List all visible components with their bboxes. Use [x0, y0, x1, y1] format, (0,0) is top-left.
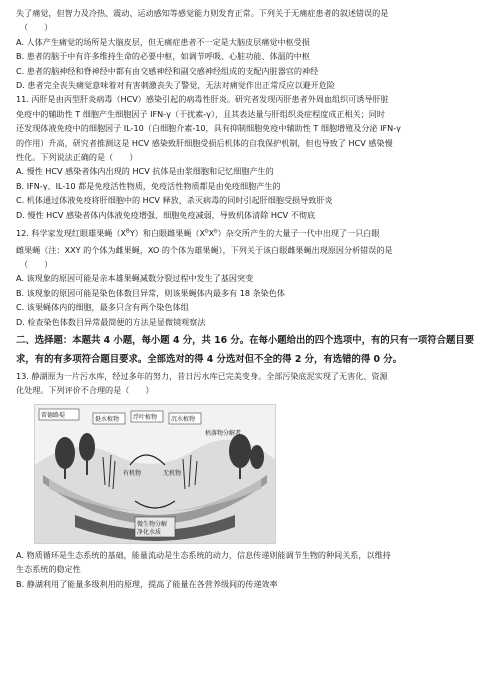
genotype: X — [199, 228, 206, 239]
option-c: C. 机体通过体液免疫将肝细胞中的 HCV 释放，杀灭病毒的同时引起肝细胞受损导致肝炎 — [16, 195, 333, 206]
q12-text: ）杂交所产生的大量子一代中出现了一只白眼 — [217, 228, 380, 239]
fig-label: 沉水植物 — [171, 415, 196, 423]
q12-prefix: 12. 科学家发现红眼雄果蝇（ — [16, 228, 121, 239]
q12-text: Y）和白眼雌果蝇（ — [129, 228, 200, 239]
option-a: A. 该现象的原因可能是亲本雄果蝇减数分裂过程中发生了基因突变 — [16, 273, 254, 284]
question-11: 11. 丙肝是由丙型肝炎病毒（HCV）感染引起的病毒性肝炎。研究者发现丙肝患者外周血组织可诱导肝脏 — [16, 94, 389, 105]
genotype-sup: b — [214, 228, 218, 235]
text-line: 失了痛觉，但智力及冷热、震动、运动感知等感觉能力则发育正常。下列关于无痛症患者的叙述错误的是 — [16, 8, 389, 18]
text-line: 雌果蝇（注：XXY 的个体为雌果蝇，XO 的个体为雄果蝇），下列关于该白眼雌果蝇出现原因分析错误的是 — [16, 244, 393, 255]
fig-label: 挺水植物 — [95, 415, 120, 423]
option-a: A. 物质循环是生态系统的基础，能量流动是生态系统的动力，信息传递则能调节生物的种间关系，以维持 — [16, 549, 391, 560]
fig-label: 有机物 — [123, 469, 142, 477]
fig-label: 浮叶植物 — [133, 413, 158, 421]
option-d: D. 检查染色体数目异常最简便的方法是显微镜观察法 — [16, 316, 206, 327]
fig-label: 微生物分解 — [137, 520, 168, 528]
ecosystem-figure — [34, 404, 276, 544]
option-b: B. IFN-γ、IL-10 都是免疫活性物质，免疫活性物质都是由免疫细胞产生的 — [16, 180, 281, 191]
text-line: 化处理。下列评价不合理的是（ ） — [16, 385, 154, 396]
genotype-sup: B — [126, 228, 130, 235]
option-a: A. 慢性 HCV 感染者体内出现的 HCV 抗体是由浆细胞和记忆细胞产生的 — [16, 166, 274, 177]
section-heading: 二、选择题：本题共 4 小题，每小题 4 分，共 16 分。在每小题给出的四个选项中，有的只有一项符合题目要求，有的有多项符合题目要求。全部选对的得 4 分选对但不全的得 2 分，有选错的得 0 分。 — [16, 334, 475, 365]
option-d: D. 慢性 HCV 感染者体内体液免疫增强、细胞免疫减弱，导致机体清除 HCV 不彻底 — [16, 209, 316, 220]
text-line: 生态系统的稳定性 — [16, 564, 81, 575]
text-line: 免疫中的辅助性 T 细胞产生细胞因子 IFN-γ（干扰素-γ），且其表达量与肝组织炎症程度成正相关；同时 — [16, 108, 385, 119]
fig-label: 净化水质 — [137, 528, 162, 536]
option-d: D. 患者完全丧失痛觉意味着对有害刺激丧失了警觉，无法对痛觉作出正常反应以避开危险 — [16, 80, 335, 91]
fig-label: 雷德路堤 — [41, 411, 66, 419]
genotype-sup: b — [205, 228, 209, 235]
text-line: 的作用）升高，研究者推测这是 HCV 感染致肝细胞受损后机体的自我保护机制，但也导致了 HCV 感染慢 — [16, 137, 393, 148]
fig-label: 无机物 — [163, 469, 182, 477]
text-line: 性化。下列说法正确的是（ ） — [16, 152, 138, 163]
option-b: B. 静湖利用了能量多级利用的原理，提高了能量在各营养级间的传递效率 — [16, 578, 278, 589]
question-13: 13. 静湖原为一片污水库，经过多年的努力，昔日污水库已完美变身。全部污染底泥实现了无害化、资源 — [16, 370, 388, 381]
option-b: B. 该现象的原因可能是染色体数目异常，则该果蝇体内最多有 18 条染色体 — [16, 287, 285, 298]
genotype: X — [120, 228, 127, 239]
genotype: X — [208, 228, 215, 239]
text-line: （ ） — [20, 258, 53, 269]
text-line: 还发现体液免疫中的细胞因子 IL-10（白细胞介素-10，具有抑制细胞免疫中辅助性 T 细胞增殖及分泌 IFN-γ — [16, 123, 401, 134]
option-b: B. 患者的脑干中有许多维持生命的必要中枢，如调节呼吸、心脏功能、体温的中枢 — [16, 51, 310, 62]
option-a: A. 人体产生痛觉的场所是大脑皮层，但无痛症患者不一定是大脑皮层痛觉中枢受损 — [16, 36, 310, 47]
fig-label: 枯落物分解者 — [205, 429, 242, 437]
text-line: （ ） — [20, 22, 53, 33]
question-12 — [16, 226, 492, 240]
ecosystem-illustration — [35, 405, 275, 543]
option-c: C. 该果蝇体内的细胞，最多只含有两个染色体组 — [16, 302, 189, 313]
option-c: C. 患者的脑神经和脊神经中都有由交感神经和副交感神经组成的支配内脏器官的神经 — [16, 65, 319, 76]
